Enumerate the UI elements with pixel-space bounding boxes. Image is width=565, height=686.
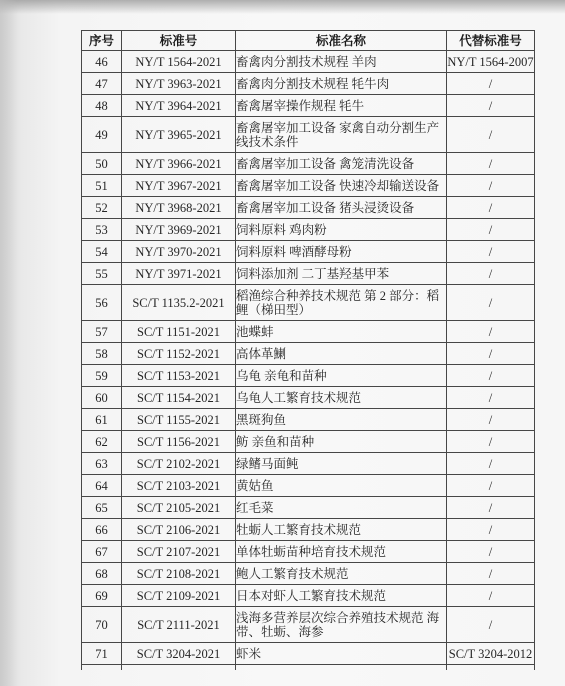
cell-standard-name: 饲料添加剂 二丁基羟基甲苯 <box>236 263 447 285</box>
cell-standard-name: 稻渔综合种养技术规范 第 2 部分：稻鲤（梯田型） <box>236 285 447 321</box>
cell-replaced-standard: / <box>447 497 535 519</box>
cell-seq: 59 <box>82 365 122 387</box>
cell-seq: 56 <box>82 285 122 321</box>
table-head <box>82 31 535 51</box>
cell-seq: 54 <box>82 241 122 263</box>
cell-replaced-standard: / <box>447 175 535 197</box>
table-row <box>82 321 535 343</box>
header-standard-name: 标准名称 <box>236 31 447 51</box>
cell-replaced-standard: / <box>447 563 535 585</box>
cell-replaced-standard: / <box>447 263 535 285</box>
cell-standard-name: 单体牡蛎苗种培育技术规范 <box>236 541 447 563</box>
cell-standard-number: NY/T 1564-2021 <box>122 51 236 73</box>
cell-standard-name: 牡蛎人工繁育技术规范 <box>236 519 447 541</box>
standards-table <box>81 30 535 670</box>
cell-seq: 63 <box>82 453 122 475</box>
cell-seq: 62 <box>82 431 122 453</box>
cell-standard-name: 红毛菜 <box>236 497 447 519</box>
cell-standard-name: 绿鳍马面鲀 <box>236 453 447 475</box>
cell-standard-number: SC/T 3204-2021 <box>122 643 236 665</box>
cell-seq: 68 <box>82 563 122 585</box>
cell-seq: 69 <box>82 585 122 607</box>
cell-standard-name: 饲料原料 鸡肉粉 <box>236 219 447 241</box>
table-row <box>82 365 535 387</box>
cell-standard-number: SC/T 2102-2021 <box>122 453 236 475</box>
table-row <box>82 343 535 365</box>
table-row <box>82 409 535 431</box>
cell-replaced-standard: / <box>447 585 535 607</box>
cell-standard-name: 日本对虾人工繁育技术规范 <box>236 585 447 607</box>
cell-standard-number: SC/T 1153-2021 <box>122 365 236 387</box>
table-row <box>82 219 535 241</box>
table-row <box>82 73 535 95</box>
cell-replaced-standard: / <box>447 321 535 343</box>
table-row <box>82 607 535 643</box>
table-row <box>82 95 535 117</box>
cell-replaced-standard: / <box>447 241 535 263</box>
cell-replaced-standard: / <box>447 607 535 643</box>
table-row <box>82 387 535 409</box>
cell-standard-number: SC/T 2105-2021 <box>122 497 236 519</box>
cell-empty <box>122 665 236 671</box>
cell-standard-name: 畜禽屠宰加工设备 猪头浸烫设备 <box>236 197 447 219</box>
cell-replaced-standard: / <box>447 73 535 95</box>
cell-standard-number: SC/T 2106-2021 <box>122 519 236 541</box>
cell-standard-name: 畜禽肉分割技术规程 羊肉 <box>236 51 447 73</box>
cell-seq: 71 <box>82 643 122 665</box>
cell-standard-name: 乌龟 亲龟和苗种 <box>236 365 447 387</box>
table-row <box>82 153 535 175</box>
cell-standard-number: NY/T 3964-2021 <box>122 95 236 117</box>
table-row <box>82 175 535 197</box>
cell-standard-number: SC/T 1155-2021 <box>122 409 236 431</box>
table-row <box>82 263 535 285</box>
cell-standard-name: 鲂 亲鱼和苗种 <box>236 431 447 453</box>
cell-standard-number: SC/T 1156-2021 <box>122 431 236 453</box>
header-replaced-standard: 代替标准号 <box>447 31 535 51</box>
cell-seq: 50 <box>82 153 122 175</box>
cell-seq: 47 <box>82 73 122 95</box>
cell-seq: 46 <box>82 51 122 73</box>
cell-standard-number: NY/T 3971-2021 <box>122 263 236 285</box>
cell-standard-name: 鲍人工繁育技术规范 <box>236 563 447 585</box>
cell-standard-number: NY/T 3966-2021 <box>122 153 236 175</box>
cell-standard-number: NY/T 3965-2021 <box>122 117 236 153</box>
table-body <box>82 51 535 671</box>
cell-replaced-standard: / <box>447 343 535 365</box>
cell-replaced-standard: / <box>447 197 535 219</box>
cell-seq: 61 <box>82 409 122 431</box>
cell-standard-number: SC/T 2108-2021 <box>122 563 236 585</box>
cell-standard-name: 畜禽屠宰加工设备 快速冷却输送设备 <box>236 175 447 197</box>
cell-empty <box>82 665 122 671</box>
cell-standard-number: NY/T 3969-2021 <box>122 219 236 241</box>
cell-replaced-standard: / <box>447 541 535 563</box>
table-row <box>82 497 535 519</box>
cell-standard-number: SC/T 1135.2-2021 <box>122 285 236 321</box>
table-row <box>82 431 535 453</box>
cell-standard-name: 虾米 <box>236 643 447 665</box>
table-row <box>82 475 535 497</box>
cell-standard-number: SC/T 2103-2021 <box>122 475 236 497</box>
table-row <box>82 519 535 541</box>
cell-seq: 65 <box>82 497 122 519</box>
table-row <box>82 241 535 263</box>
cell-seq: 57 <box>82 321 122 343</box>
cell-seq: 70 <box>82 607 122 643</box>
cell-standard-name: 浅海多营养层次综合养殖技术规范 海带、牡蛎、海参 <box>236 607 447 643</box>
cell-standard-name: 畜禽肉分割技术规程 牦牛肉 <box>236 73 447 95</box>
cell-replaced-standard: / <box>447 219 535 241</box>
cell-replaced-standard: / <box>447 117 535 153</box>
cell-replaced-standard: / <box>447 475 535 497</box>
cell-standard-name: 池蝶蚌 <box>236 321 447 343</box>
cell-standard-number: NY/T 3963-2021 <box>122 73 236 95</box>
table-row <box>82 197 535 219</box>
cell-standard-number: NY/T 3970-2021 <box>122 241 236 263</box>
header-standard-number: 标准号 <box>122 31 236 51</box>
cell-seq: 53 <box>82 219 122 241</box>
cell-standard-name: 畜禽屠宰加工设备 禽笼清洗设备 <box>236 153 447 175</box>
cell-seq: 58 <box>82 343 122 365</box>
cell-empty <box>447 665 535 671</box>
cell-replaced-standard: / <box>447 519 535 541</box>
table-row <box>82 643 535 665</box>
scan-edge-shadow-top <box>0 0 565 14</box>
cell-standard-name: 乌龟人工繁育技术规范 <box>236 387 447 409</box>
cell-replaced-standard: / <box>447 365 535 387</box>
table-row <box>82 585 535 607</box>
cell-seq: 49 <box>82 117 122 153</box>
cell-seq: 60 <box>82 387 122 409</box>
cell-replaced-standard: / <box>447 453 535 475</box>
cell-standard-number: SC/T 1151-2021 <box>122 321 236 343</box>
header-seq: 序号 <box>82 31 122 51</box>
cell-seq: 67 <box>82 541 122 563</box>
table-row <box>82 541 535 563</box>
cell-empty <box>236 665 447 671</box>
cell-seq: 64 <box>82 475 122 497</box>
cell-seq: 51 <box>82 175 122 197</box>
cell-replaced-standard: / <box>447 409 535 431</box>
cell-replaced-standard: / <box>447 387 535 409</box>
cell-standard-name: 黄姑鱼 <box>236 475 447 497</box>
cell-seq: 52 <box>82 197 122 219</box>
table-row-partial <box>82 665 535 671</box>
cell-standard-name: 饲料原料 啤酒酵母粉 <box>236 241 447 263</box>
cell-standard-number: SC/T 2111-2021 <box>122 607 236 643</box>
table-row <box>82 285 535 321</box>
scan-edge-shadow-left <box>0 0 18 686</box>
cell-standard-name: 高体革鯻 <box>236 343 447 365</box>
cell-standard-name: 畜禽屠宰操作规程 牦牛 <box>236 95 447 117</box>
cell-replaced-standard: SC/T 3204-2012 <box>447 643 535 665</box>
cell-replaced-standard: / <box>447 153 535 175</box>
cell-standard-name: 畜禽屠宰加工设备 家禽自动分割生产线技术条件 <box>236 117 447 153</box>
cell-standard-name: 黑斑狗鱼 <box>236 409 447 431</box>
cell-standard-number: SC/T 1152-2021 <box>122 343 236 365</box>
cell-standard-number: NY/T 3968-2021 <box>122 197 236 219</box>
table-row <box>82 51 535 73</box>
cell-seq: 66 <box>82 519 122 541</box>
table-row <box>82 563 535 585</box>
cell-replaced-standard: / <box>447 431 535 453</box>
cell-seq: 55 <box>82 263 122 285</box>
cell-seq: 48 <box>82 95 122 117</box>
cell-standard-number: SC/T 2107-2021 <box>122 541 236 563</box>
table-header-row <box>82 31 535 51</box>
cell-replaced-standard: NY/T 1564-2007 <box>447 51 535 73</box>
cell-replaced-standard: / <box>447 285 535 321</box>
table-row <box>82 453 535 475</box>
cell-standard-number: NY/T 3967-2021 <box>122 175 236 197</box>
cell-standard-number: SC/T 1154-2021 <box>122 387 236 409</box>
cell-standard-number: SC/T 2109-2021 <box>122 585 236 607</box>
table-row <box>82 117 535 153</box>
cell-replaced-standard: / <box>447 95 535 117</box>
